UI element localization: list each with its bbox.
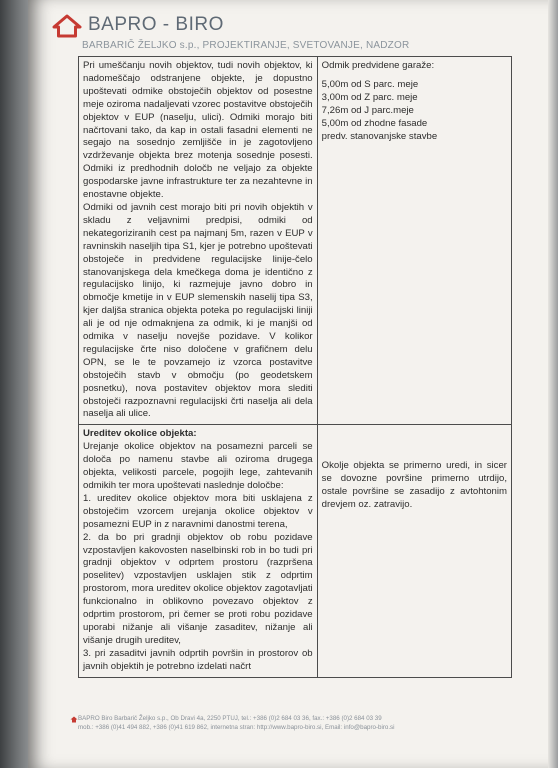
brand-title: BAPRO - BIRO: [88, 14, 224, 35]
list-item: predv. stanovanjske stavbe: [321, 130, 438, 142]
page-edge: [548, 0, 558, 768]
paragraph: Pri umeščanju novih objektov, tudi novih objektov, ki nadomeščajo odstranjene objekte, je dopustno upoštevati odmike obstoječih objektov od posestne meje oziroma nadaljevati vzorec postavitve obstoječih objektov v EUP (naselju, ulici). Odmiki morajo biti načrtovani tako, da kap in ostali fasadni elementi ne segajo na sosednjo zemljišče in je zagotovljeno vzdrževanje objekta brez motenja sosednje posesti. Odmiki iz predhodnih določb ne veljajo za objekte gospodarske javne infrastrukture ter za nezahtevne in enostavne objekte.: [83, 60, 313, 201]
table-row: [79, 425, 512, 677]
footer-address: BAPRO Biro Barbarič Željko s.p., Ob Dravi 4a, 2250 PTUJ, tel.: +386 (0)2 684 03 36, fax.: +386 (0)2 684 03 39: [78, 715, 382, 722]
paragraph: Odmiki od javnih cest morajo biti pri novih objektih v skladu z veljavnimi predpisi, odmiki od nekategoriziranih cest pa najmanj 5m, razen v EUP v ravninskih naseljih tipa S1, kjer je potrebno upoštevati obstoječe in predvidene regulacijske linije-čelo stanovanjskega dela kmečkega doma je identično z regulacijsko linijo, ki razmejuje javno dobro in območje kmetije in v EUP slemenskih naselij tipa S3, kjer daljša stranica objekta poteka po regulacijski liniji ali je od nje odmaknjena za odmik, ki je manjši od odmika v naselju novejše pozidave. V kolikor regulacijske črte niso določene v grafičnem delu OPN, se le te povzamejo iz vzorca postavitve obstoječih stavb v območju (po geodetskem posnetku), nova postavitev objektov mora slediti obstoječi razpoznavni regulacijski črti naselja ali dela naselja ali ulice.: [83, 201, 313, 420]
footer-house-icon: [70, 716, 78, 723]
row2-right-cell: [317, 425, 511, 677]
section-heading: Ureditev okolice objekta:: [83, 428, 197, 440]
brand-subtitle: BARBARIČ ŽELJKO s.p., PROJEKTIRANJE, SVETOVANJE, NADZOR: [82, 40, 410, 51]
list-item: 7,26m od J parc.meje: [321, 104, 414, 116]
paragraph: 2. da bo pri gradnji objektov ob robu pozidave vzpostavljen kakovosten naselbinski rob in bo tudi pri gradnji objektov v odprtem prostoru (razpršena poselitev) vzpostavljen usklajen stik z odprtim prostorom, mora ureditev okolice objektov zagotavljati funkcionalno in oblikovno povezavo objektov z odprtim prostorom, pri čemer se proti robu pozidave uporabi nižanje ali višanje zasaditev, nižanje ali višanje drugih ureditev,: [83, 531, 313, 646]
paragraph: Urejanje okolice objektov na posamezni parceli se določa po namenu stavbe ali oziroma drugega objekta, velikosti parcele, pogojih lege, zahtevanih odmikih ter mora upoštevati naslednje določbe:: [83, 441, 313, 491]
list-item: 5,00m od zhodne fasade: [321, 117, 428, 129]
paragraph: Okolje objekta se primerno uredi, in sicer se dovozne površine primerno utrdijo, ostale površine se zasadijo z avtohtonim drevjem oz. zatravijo.: [321, 460, 507, 511]
right-intro: Odmik predvidene garaže:: [321, 60, 435, 71]
footer-contacts: mob.: +386 (0)41 494 882, +386 (0)41 619 862, internetna stran: http://www.bapro-biro.si, Email: info@bapro-biro.si: [78, 724, 395, 731]
list-item: 3,00m od Z parc. meje: [321, 91, 418, 103]
paragraph: 1. ureditev okolice objektov mora biti usklajena z obstoječim vzorcem urejanja okolice objektov v posamezni EUP in z naravnimi danostmi terena,: [83, 492, 313, 530]
row2-left-cell: [79, 425, 318, 677]
table-row: [79, 57, 512, 425]
binder-shadow: [0, 0, 30, 768]
page-footer: [78, 714, 518, 732]
row1-left-cell: [79, 57, 318, 425]
requirements-table: [78, 56, 512, 678]
house-logo-icon: [52, 14, 82, 38]
paragraph: 3. pri zasaditvi javnih odprtih površin in prostorov ob javnih objektih je potrebno izdelati načrt: [83, 647, 313, 672]
row1-right-cell: [317, 57, 511, 425]
list-item: 5,00m od S parc. meje: [321, 78, 419, 90]
